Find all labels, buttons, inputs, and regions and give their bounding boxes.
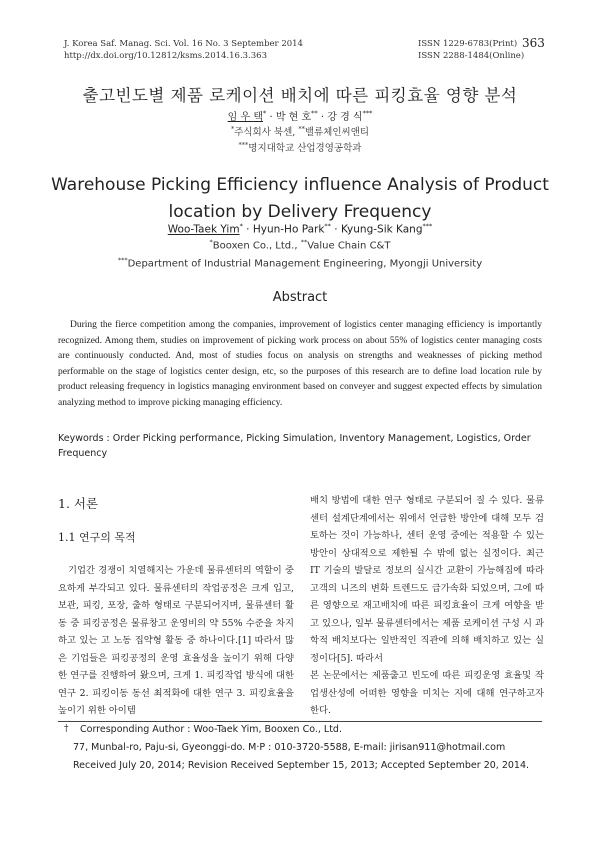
running-header-right bbox=[418, 38, 524, 62]
korean-title: 출고빈도별 제품 로케이션 배치에 따른 피킹효율 영향 분석 bbox=[82, 86, 518, 105]
received-dates: Received July 20, 2014; Revision Received September 15, 2013; Accepted September 20, 2014. bbox=[73, 760, 530, 771]
footnote-divider bbox=[58, 721, 542, 722]
korean-author-2: 박 현 호 bbox=[275, 112, 312, 123]
issn-online: ISSN 2288-1484(Online) bbox=[418, 51, 525, 61]
body-paragraph: 배치 방법에 대한 연구 형태로 구분되어 질 수 있다. 물류센터 설계단계에서는 위에서 언급한 방안에 대해 모두 검토하는 것이 가능하나, 센터 운영 중에는 적용할 수 있는 방안이 상대적으로 제한될 수 밖에 없는 실정이다. 최근 IT 기술의 발달로 정보의 실시간 교환이 가능해짐에 따라 고객의 니즈의 변화 트렌드도 급가속화 되었으며, 그에 따른 영향으로 재고배치에 따른 피킹효율이 크게 여향을 받고 있으나, 일부 물류센터에서는 제품 로케이션 구성 시 과학적 배치보다는 일반적인 직관에 의해 배치하고 있는 실정이다[5]. 따라서 bbox=[310, 495, 544, 664]
corresponding-author: Corresponding Author : Woo-Taek Yim, Booxen Co., Ltd. bbox=[80, 724, 342, 735]
dagger-mark: † bbox=[64, 724, 69, 734]
doi-link[interactable]: http://dx.doi.org/10.12812/ksms.2014.16.3.363 bbox=[64, 51, 267, 61]
english-affiliation-2: ***Department of Industrial Management Engineering, Myongji University bbox=[117, 256, 483, 270]
english-author-1: Woo-Taek Yim bbox=[167, 223, 240, 236]
journal-citation: J. Korea Saf. Manag. Sci. Vol. 16 No. 3 September 2014 bbox=[64, 39, 303, 49]
subsection-heading-purpose: 1.1 연구의 목적 bbox=[58, 531, 136, 544]
issn-print: ISSN 1229-6783(Print) bbox=[418, 39, 518, 49]
english-author-2: Hyun-Ho Park bbox=[252, 223, 325, 236]
body-right-column bbox=[310, 492, 544, 720]
english-title: Warehouse Picking Efficiency influence Analysis of Product location by Delivery Frequency bbox=[51, 175, 549, 222]
body-left-column: 기업간 경쟁이 치열해지는 가운데 물류센터의 역할이 중요하게 부각되고 있다. 물류센터의 작업공정은 크게 입고, 보관, 피킹, 포장, 출하 형태로 구분되어지며, 물류센터 활동 중 피킹공정은 물류창고 운영비의 약 55% 수준을 차지하고 있는 고 노동 집약형 활동 중 하나이다.[1] 따라서 많은 기업들은 피킹공정의 운영 효율성을 높이기 위해 다양한 연구를 진행하여 왔으며, 크게 1. 피킹작업 방식에 대한 연구 2. 피킹이동 동선 최적화에 대한 연구 3. 피킹효율을 높이기 위한 아이템 bbox=[58, 565, 294, 716]
body-paragraph: 본 논문에서는 제품출고 빈도에 따른 피킹운영 효율및 작업생산성에 어떠한 영향을 미치는 지에 대해 연구하고자 한다. bbox=[310, 670, 544, 716]
section-heading-introduction: 1. 서론 bbox=[58, 496, 99, 511]
korean-affiliation-1: *주식회사 북센, **밸류체인씨앤티 bbox=[230, 124, 370, 138]
english-author-3: Kyung-Sik Kang bbox=[340, 223, 423, 236]
korean-author-1: 임 우 택 bbox=[227, 112, 264, 123]
page-number: 363 bbox=[522, 36, 545, 50]
keywords: Keywords : Order Picking performance, Picking Simulation, Inventory Management, Logistics, Order Frequency bbox=[58, 433, 531, 459]
abstract-body: During the fierce competition among the companies, improvement of logistics center managing efficiency is importantly recognized. Among them, studies on improvement of picking work process on about 55% of logistics center managing costs are continuously conducted. And, most of studies focus on analysis on strengths and weaknesses of picking method performable on the stage of logistics center design, etc, so the purposes of this research are to define load location rule by product releasing frequency in logistics managing environment based on conveyer and suggest expected effects by simulation analyzing method to improve picking managing efficiency. bbox=[58, 320, 542, 408]
korean-author-3: 강 경 식 bbox=[327, 112, 363, 123]
author-contact: 77, Munbal-ro, Paju-si, Gyeonggi-do. M·P : 010-3720-5588, E-mail: jirisan911@hotmail.com bbox=[73, 742, 506, 753]
english-authors: Woo-Taek Yim* · Hyun-Ho Park** · Kyung-Sik Kang*** bbox=[167, 222, 433, 236]
abstract-heading: Abstract bbox=[272, 290, 328, 305]
korean-authors: 임 우 택* · 박 현 호** · 강 경 식*** bbox=[227, 109, 373, 123]
running-header-left bbox=[64, 38, 303, 62]
korean-affiliation-2: ***명지대학교 산업경영공학과 bbox=[238, 140, 362, 154]
english-affiliation-1: *Booxen Co., Ltd., **Value Chain C&T bbox=[209, 238, 391, 252]
